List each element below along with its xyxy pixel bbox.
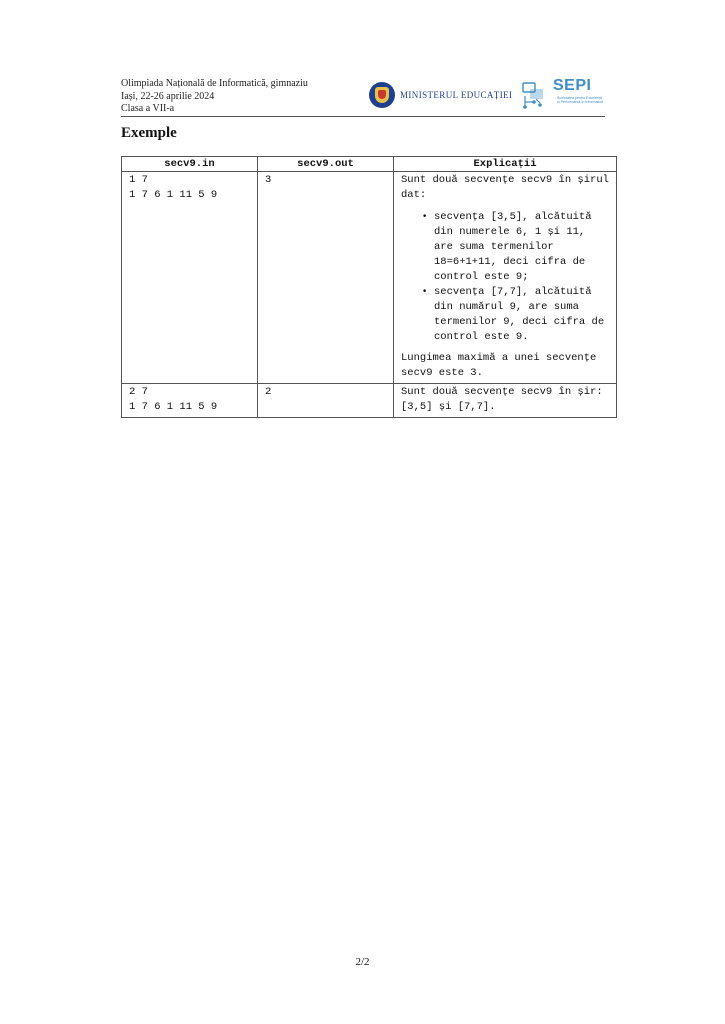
- column-header-output: secv9.out: [258, 157, 394, 172]
- explanation-list: [401, 210, 609, 345]
- explanation-bullet: • secvența [3,5], alcătuită din numerele 6, 1 și 11, are suma termenilor 18=6+1+11, deci cifra de control este 9;: [401, 210, 609, 285]
- explanation-bullet: • secvența [7,7], alcătuită din numărul 9, are suma termenilor 9, deci cifra de control este 9.: [401, 285, 609, 345]
- header-text: [121, 78, 308, 116]
- examples-table: [121, 156, 617, 418]
- page-number: 2/2: [355, 956, 370, 968]
- explanation-intro: Sunt două secvențe secv9 în șir: [3,5] și [7,7].: [401, 386, 603, 413]
- output-cell: [258, 384, 394, 418]
- input-line: 2 7: [129, 386, 148, 398]
- explanation-cell: [394, 172, 617, 384]
- explanation-intro: Sunt două secvențe secv9 în șirul dat:: [401, 174, 609, 201]
- ministry-logo: [369, 81, 512, 109]
- input-line: 1 7: [129, 174, 148, 186]
- competition-name: Olimpiada Națională de Informatică, gimnaziu: [121, 78, 308, 89]
- input-line: 1 7 6 1 11 5 9: [129, 401, 218, 413]
- input-cell: [122, 172, 258, 384]
- output-value: 3: [265, 174, 272, 186]
- table-header-row: [122, 157, 617, 172]
- sepi-logo-text: SEPI: [553, 77, 592, 94]
- table-row: [122, 172, 617, 384]
- coat-of-arms-icon: [369, 82, 395, 108]
- section-title: Exemple: [121, 125, 177, 141]
- explanation-conclusion: Lungimea maximă a unei secvențe secv9 este 3.: [401, 352, 597, 379]
- grade-level: Clasa a VII-a: [121, 103, 175, 114]
- header-divider: [121, 116, 605, 117]
- output-value: 2: [265, 386, 272, 398]
- column-header-input: secv9.in: [122, 157, 258, 172]
- output-cell: [258, 172, 394, 384]
- explanation-cell: [394, 384, 617, 418]
- input-line: 1 7 6 1 11 5 9: [129, 189, 218, 201]
- input-cell: [122, 384, 258, 418]
- table-row: [122, 384, 617, 418]
- column-header-explanation: Explicații: [394, 157, 617, 172]
- sepi-subtitle: Societatea pentru Excelență și Performanță în Informatică: [557, 96, 604, 105]
- ministry-label: MINISTERUL EDUCAȚIEI: [400, 90, 513, 100]
- page-header: [121, 78, 605, 118]
- sepi-logo: [521, 78, 605, 114]
- competition-location-date: Iași, 22-26 aprilie 2024: [121, 90, 215, 102]
- circuit-icon: [521, 80, 545, 110]
